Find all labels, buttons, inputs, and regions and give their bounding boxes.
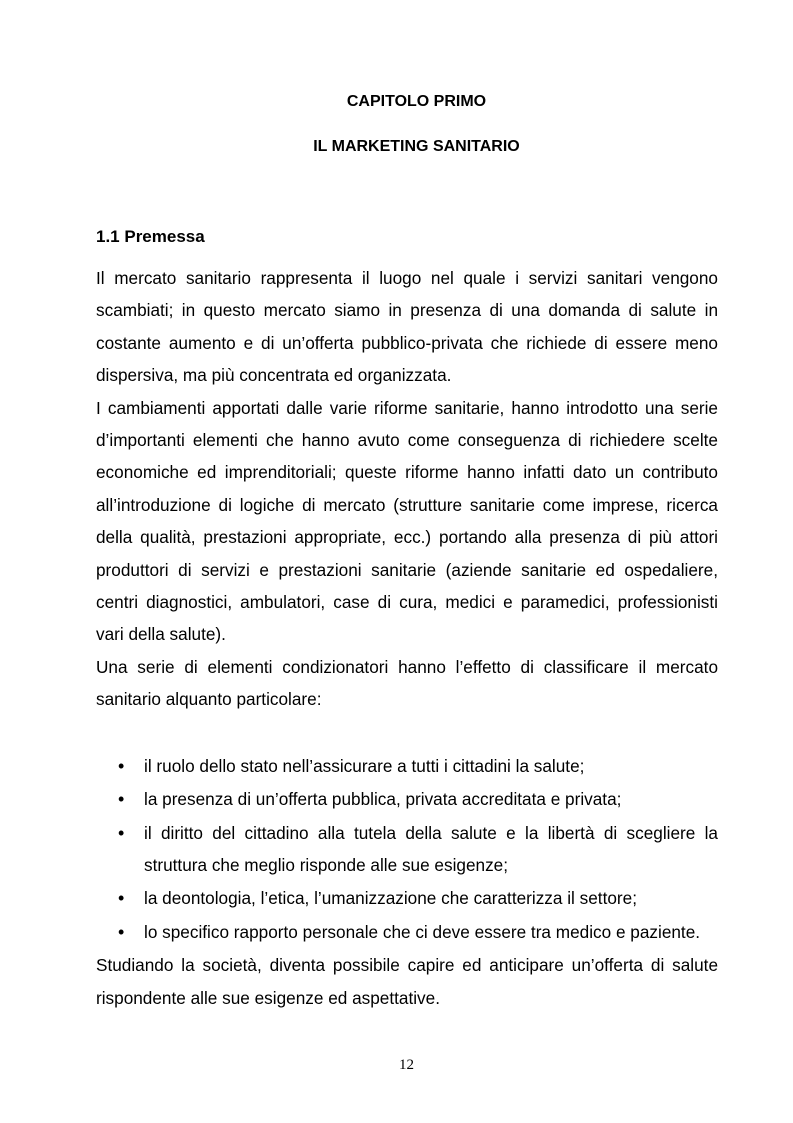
chapter-title: IL MARKETING SANITARIO — [313, 138, 520, 155]
bullet-item-relationship: • lo specifico rapporto personale che ci deve essere tra medico e paziente. — [96, 916, 718, 948]
page-number: 12 — [399, 1057, 414, 1073]
body-text — [96, 262, 718, 1014]
bullet-item-state-role: • il ruolo dello stato nell’assicurare a tutti i cittadini la salute; — [96, 750, 718, 782]
chapter-label: CAPITOLO PRIMO — [346, 93, 487, 110]
bullet-item-offer: • la presenza di un’offerta pubblica, privata accreditata e privata; — [96, 783, 718, 815]
spacer — [96, 716, 718, 750]
paragraph-conditions: Una serie di elementi condizionatori hanno l’effetto di classificare il mercato sanitario alquanto particolare: — [96, 656, 718, 710]
paragraph-reforms: I cambiamenti apportati dalle varie riforme sanitarie, hanno introdotto una serie d’importanti elementi che hanno avuto come conseguenza di richiedere scelte economiche ed imprenditoriali; queste riforme hanno infatti dato un contributo all’introduzione di logiche di mercato (strutture sanitarie come imprese, ricerca della qualità, prestazioni appropriate, ecc.) portando alla presenza di più attori produttori di servizi e prestazioni sanitarie (aziende sanitarie ed ospedaliere, centri diagnostici, ambulatori, case di cura, medici e paramedici, professionisti vari della salute). — [96, 397, 718, 645]
section-heading: 1.1 Premessa — [96, 227, 205, 246]
bullet-item-citizen-right: • il diritto del cittadino alla tutela della salute e la libertà di scegliere la struttura che meglio risponde alle sue esigenze; — [96, 817, 718, 882]
paragraph-closing: Studiando la società, diventa possibile capire ed anticipare un’offerta di salute rispondente alle sue esigenze ed aspettative. — [96, 955, 718, 1008]
bullet-list — [96, 750, 718, 948]
bullet-item-ethics: • la deontologia, l’etica, l’umanizzazione che caratterizza il settore; — [96, 882, 718, 914]
paragraph-intro: Il mercato sanitario rappresenta il luogo nel quale i servizi sanitari vengono scambiati; in questo mercato siamo in presenza di una domanda di salute in costante aumento e di un’offerta pubblico-privata che richiede di essere meno dispersiva, ma più concentrata ed organizzata. — [96, 268, 718, 386]
